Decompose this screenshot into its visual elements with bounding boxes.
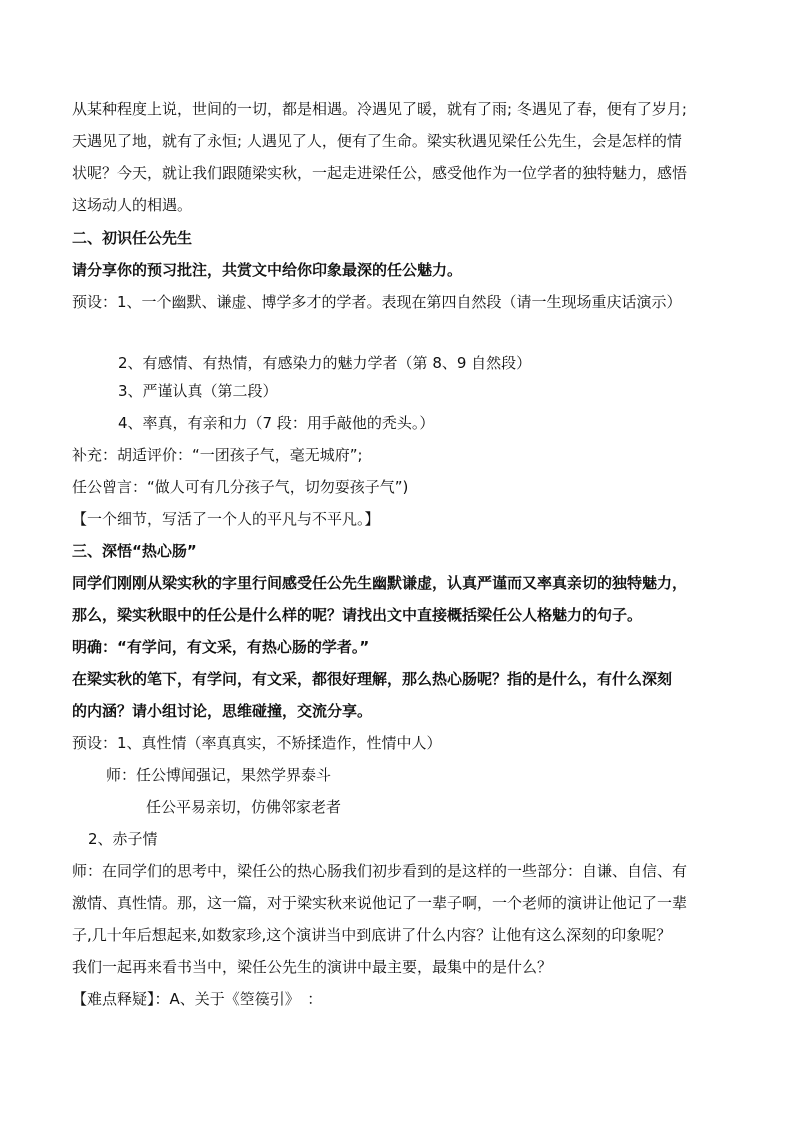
section3-clarify: 明确：“有学问，有文采，有热心肠的学者。”: [72, 638, 370, 656]
section3-question-2-line-1: 在梁实秋的笔下，有学问，有文采，都很好理解，那么热心肠呢？指的是什么，有什么深刻: [72, 670, 673, 688]
section3-teacher-para-line-4: 我们一起再来看书当中，梁任公先生的演讲中最主要，最集中的是什么？: [72, 958, 553, 976]
section3-teacher-note-1: 师：任公博闻强记，果然学界泰斗: [106, 766, 332, 784]
section3-question-1-line-1: 同学们刚刚从梁实秋的字里行间感受任公先生幽默谦虚，认真严谨而又率真亲切的独特魅力，: [72, 574, 688, 592]
section2-preset-3: 3、严谨认真（第二段）: [118, 382, 278, 400]
intro-line-4: 这场动人的相遇。: [72, 196, 193, 214]
section3-preset-2: 2、赤子情: [88, 830, 158, 848]
section2-heading: 二、初识任公先生: [72, 229, 193, 247]
section2-quote: 任公曾言：“做人可有几分孩子气，切勿耍孩子气”): [72, 478, 409, 496]
intro-line-1: 从某种程度上说，世间的一切，都是相遇。冷遇见了暖，就有了雨; 冬遇见了春，便有了岁月;: [72, 100, 687, 118]
section2-preset-1: 预设：1、一个幽默、谦虚、博学多才的学者。表现在第四自然段（请一生现场重庆话演示）: [72, 293, 682, 311]
section2-bracket-note: 【一个细节，写活了一个人的平凡与不平凡。】: [72, 510, 380, 528]
section3-teacher-para-line-1: 师：在同学们的思考中，梁任公的热心肠我们初步看到的是这样的一些部分：自谦、自信、有: [72, 862, 688, 880]
intro-line-3: 状呢？今天，就让我们跟随梁实秋，一起走进梁任公，感受他作为一位学者的独特魅力，感悟: [72, 164, 688, 182]
section2-prompt: 请分享你的预习批注，共赏文中给你印象最深的任公魅力。: [72, 261, 463, 279]
intro-line-2: 天遇见了地，就有了永恒; 人遇见了人，便有了生命。梁实秋遇见梁任公先生，会是怎样的情: [72, 132, 682, 150]
section3-difficulty-note: 【难点释疑】：A、关于《箜篌引》 ：: [72, 990, 323, 1008]
section3-question-2-line-2: 的内涵？请小组讨论，思维碰撞，交流分享。: [72, 702, 373, 720]
section3-question-1-line-2: 那么，梁实秋眼中的任公是什么样的呢？请找出文中直接概括梁任公人格魅力的句子。: [72, 606, 643, 624]
section3-teacher-para-line-2: 激情、真性情。那，这一篇，对于梁实秋来说他记了一辈子啊，一个老师的演讲让他记了一辈: [72, 894, 688, 912]
section2-preset-4: 4、率真，有亲和力（7 段：用手敲他的秃头。）: [118, 414, 435, 432]
section3-teacher-note-2: 任公平易亲切，仿佛邻家老者: [146, 798, 342, 816]
section3-teacher-para-line-3: 子,几十年后想起来,如数家珍,这个演讲当中到底讲了什么内容？让他有这么深刻的印象呢？: [72, 926, 672, 944]
section2-preset-2: 2、有感情、有热情，有感染力的魅力学者（第 8、9 自然段）: [118, 354, 532, 372]
section2-supplement: 补充：胡适评价：“一团孩子气，毫无城府”;: [72, 446, 363, 464]
section3-preset-1: 预设：1、真性情（率真真实，不矫揉造作，性情中人）: [72, 734, 442, 752]
section3-heading: 三、深悟“热心肠”: [72, 542, 197, 560]
